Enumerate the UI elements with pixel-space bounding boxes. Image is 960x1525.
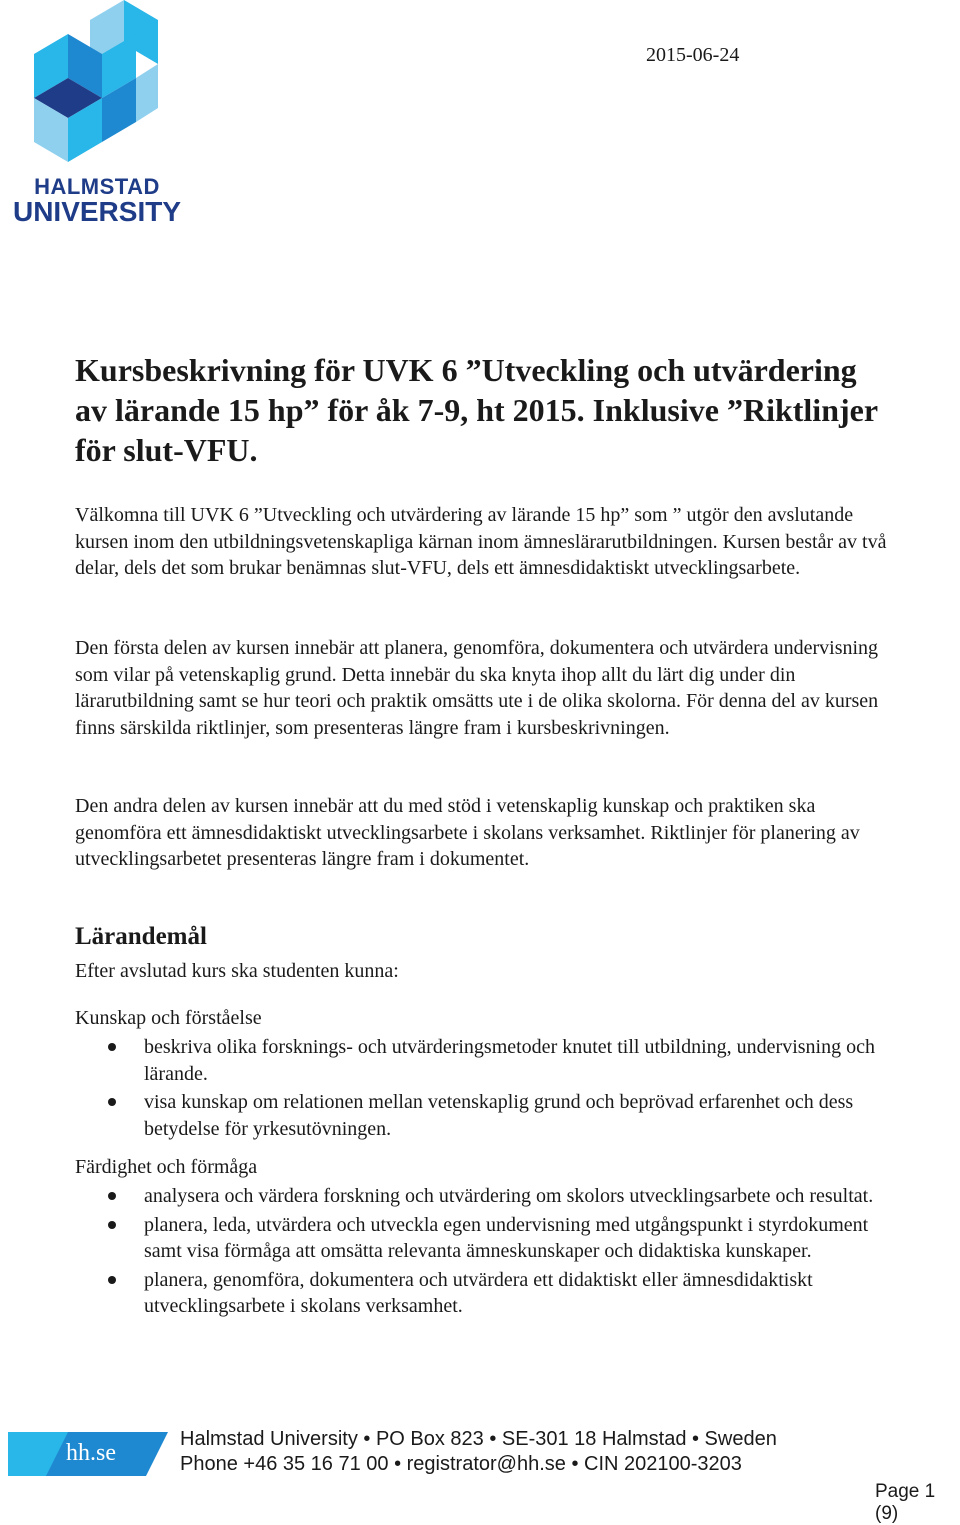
bullet-icon <box>108 1192 116 1200</box>
page-number: Page 1 (9) <box>875 1481 936 1524</box>
paragraph-intro: Välkomna till UVK 6 ”Utveckling och utvärdering av lärande 15 hp” som ” utgör den avslutande kursen inom den utbildningsvetenskapliga kärnan inom ämneslärarutbildningen. Kursen består av två delar, dels det som brukar benämnas slut-VFU, dels ett ämnesdidaktiskt utvecklingsarbete. <box>75 504 887 579</box>
bullet-icon <box>108 1098 116 1106</box>
section-heading-skills: Färdighet och förmåga <box>75 1156 258 1178</box>
logo-text-halmstad: HALMSTAD <box>34 174 160 199</box>
list-item-text: planera, genomföra, dokumentera och utvärdera ett didaktiskt eller ämnesdidaktiskt utvecklingsarbete i skolans verksamhet. <box>144 1268 813 1317</box>
list-item-text: planera, leda, utvärdera och utveckla egen undervisning med utgångspunkt i styrdokument samt visa förmåga att omsätta relevanta ämneskunskaper och didaktiska kunskaper. <box>144 1213 869 1262</box>
learning-goals-heading: Lärandemål <box>75 923 207 950</box>
logo-mark <box>6 0 186 172</box>
knowledge-goals-list <box>75 1034 895 1144</box>
section-heading-knowledge: Kunskap och förståelse <box>75 1007 262 1029</box>
document-title: Kursbeskrivning för UVK 6 ”Utveckling och utvärdering av lärande 15 hp” för åk 7-9, ht 2015. Inklusive ”Riktlinjer för slut-VFU. <box>75 352 878 468</box>
list-item <box>75 1183 895 1210</box>
skills-goals-list <box>75 1183 895 1322</box>
hh-se-badge[interactable] <box>8 1432 168 1476</box>
list-item <box>75 1034 895 1087</box>
list-item <box>75 1212 895 1265</box>
bullet-icon <box>108 1276 116 1284</box>
logo-text-university: UNIVERSITY <box>12 196 182 227</box>
footer-address: Halmstad University • PO Box 823 • SE-301 18 Halmstad • Sweden <box>180 1428 777 1450</box>
list-item <box>75 1267 895 1320</box>
list-item-text: beskriva olika forsknings- och utvärderingsmetoder knutet till utbildning, undervisning och lärande. <box>144 1036 875 1085</box>
footer-contact: Phone +46 35 16 71 00 • registrator@hh.se • CIN 202100-3203 <box>180 1453 742 1475</box>
paragraph-first-part: Den första delen av kursen innebär att planera, genomföra, dokumentera och utvärdera undervisning som vilar på vetenskaplig grund. Detta innebär du ska knyta ihop allt du lärt dig under din lärarutbildning samt se hur teori och praktik omsätts ute i de olika skolorna. För denna del av kursen finns särskilda riktlinjer, som presenteras längre fram i kursbeskrivningen. <box>75 637 879 739</box>
document-date: 2015-06-24 <box>646 44 740 66</box>
paragraph-second-part: Den andra delen av kursen innebär att du med stöd i vetenskaplig kunskap och praktiken ska genomföra ett ämnesdidaktiskt utvecklingsarbete i skolans verksamhet. Riktlinjer för planering av utvecklingsarbetet presenteras längre fram i dokumentet. <box>75 795 860 870</box>
bullet-icon <box>108 1043 116 1051</box>
list-item <box>75 1089 895 1142</box>
list-item-text: visa kunskap om relationen mellan vetenskaplig grund och beprövad erfarenhet och dess betydelse för yrkesutövningen. <box>144 1091 854 1140</box>
badge-label: hh.se <box>66 1440 116 1466</box>
university-logo <box>6 0 186 232</box>
bullet-icon <box>108 1221 116 1229</box>
list-item-text: analysera och värdera forskning och utvärdering om skolors utvecklingsarbete och resultat. <box>144 1185 874 1207</box>
learning-goals-intro: Efter avslutad kurs ska studenten kunna: <box>75 960 399 982</box>
